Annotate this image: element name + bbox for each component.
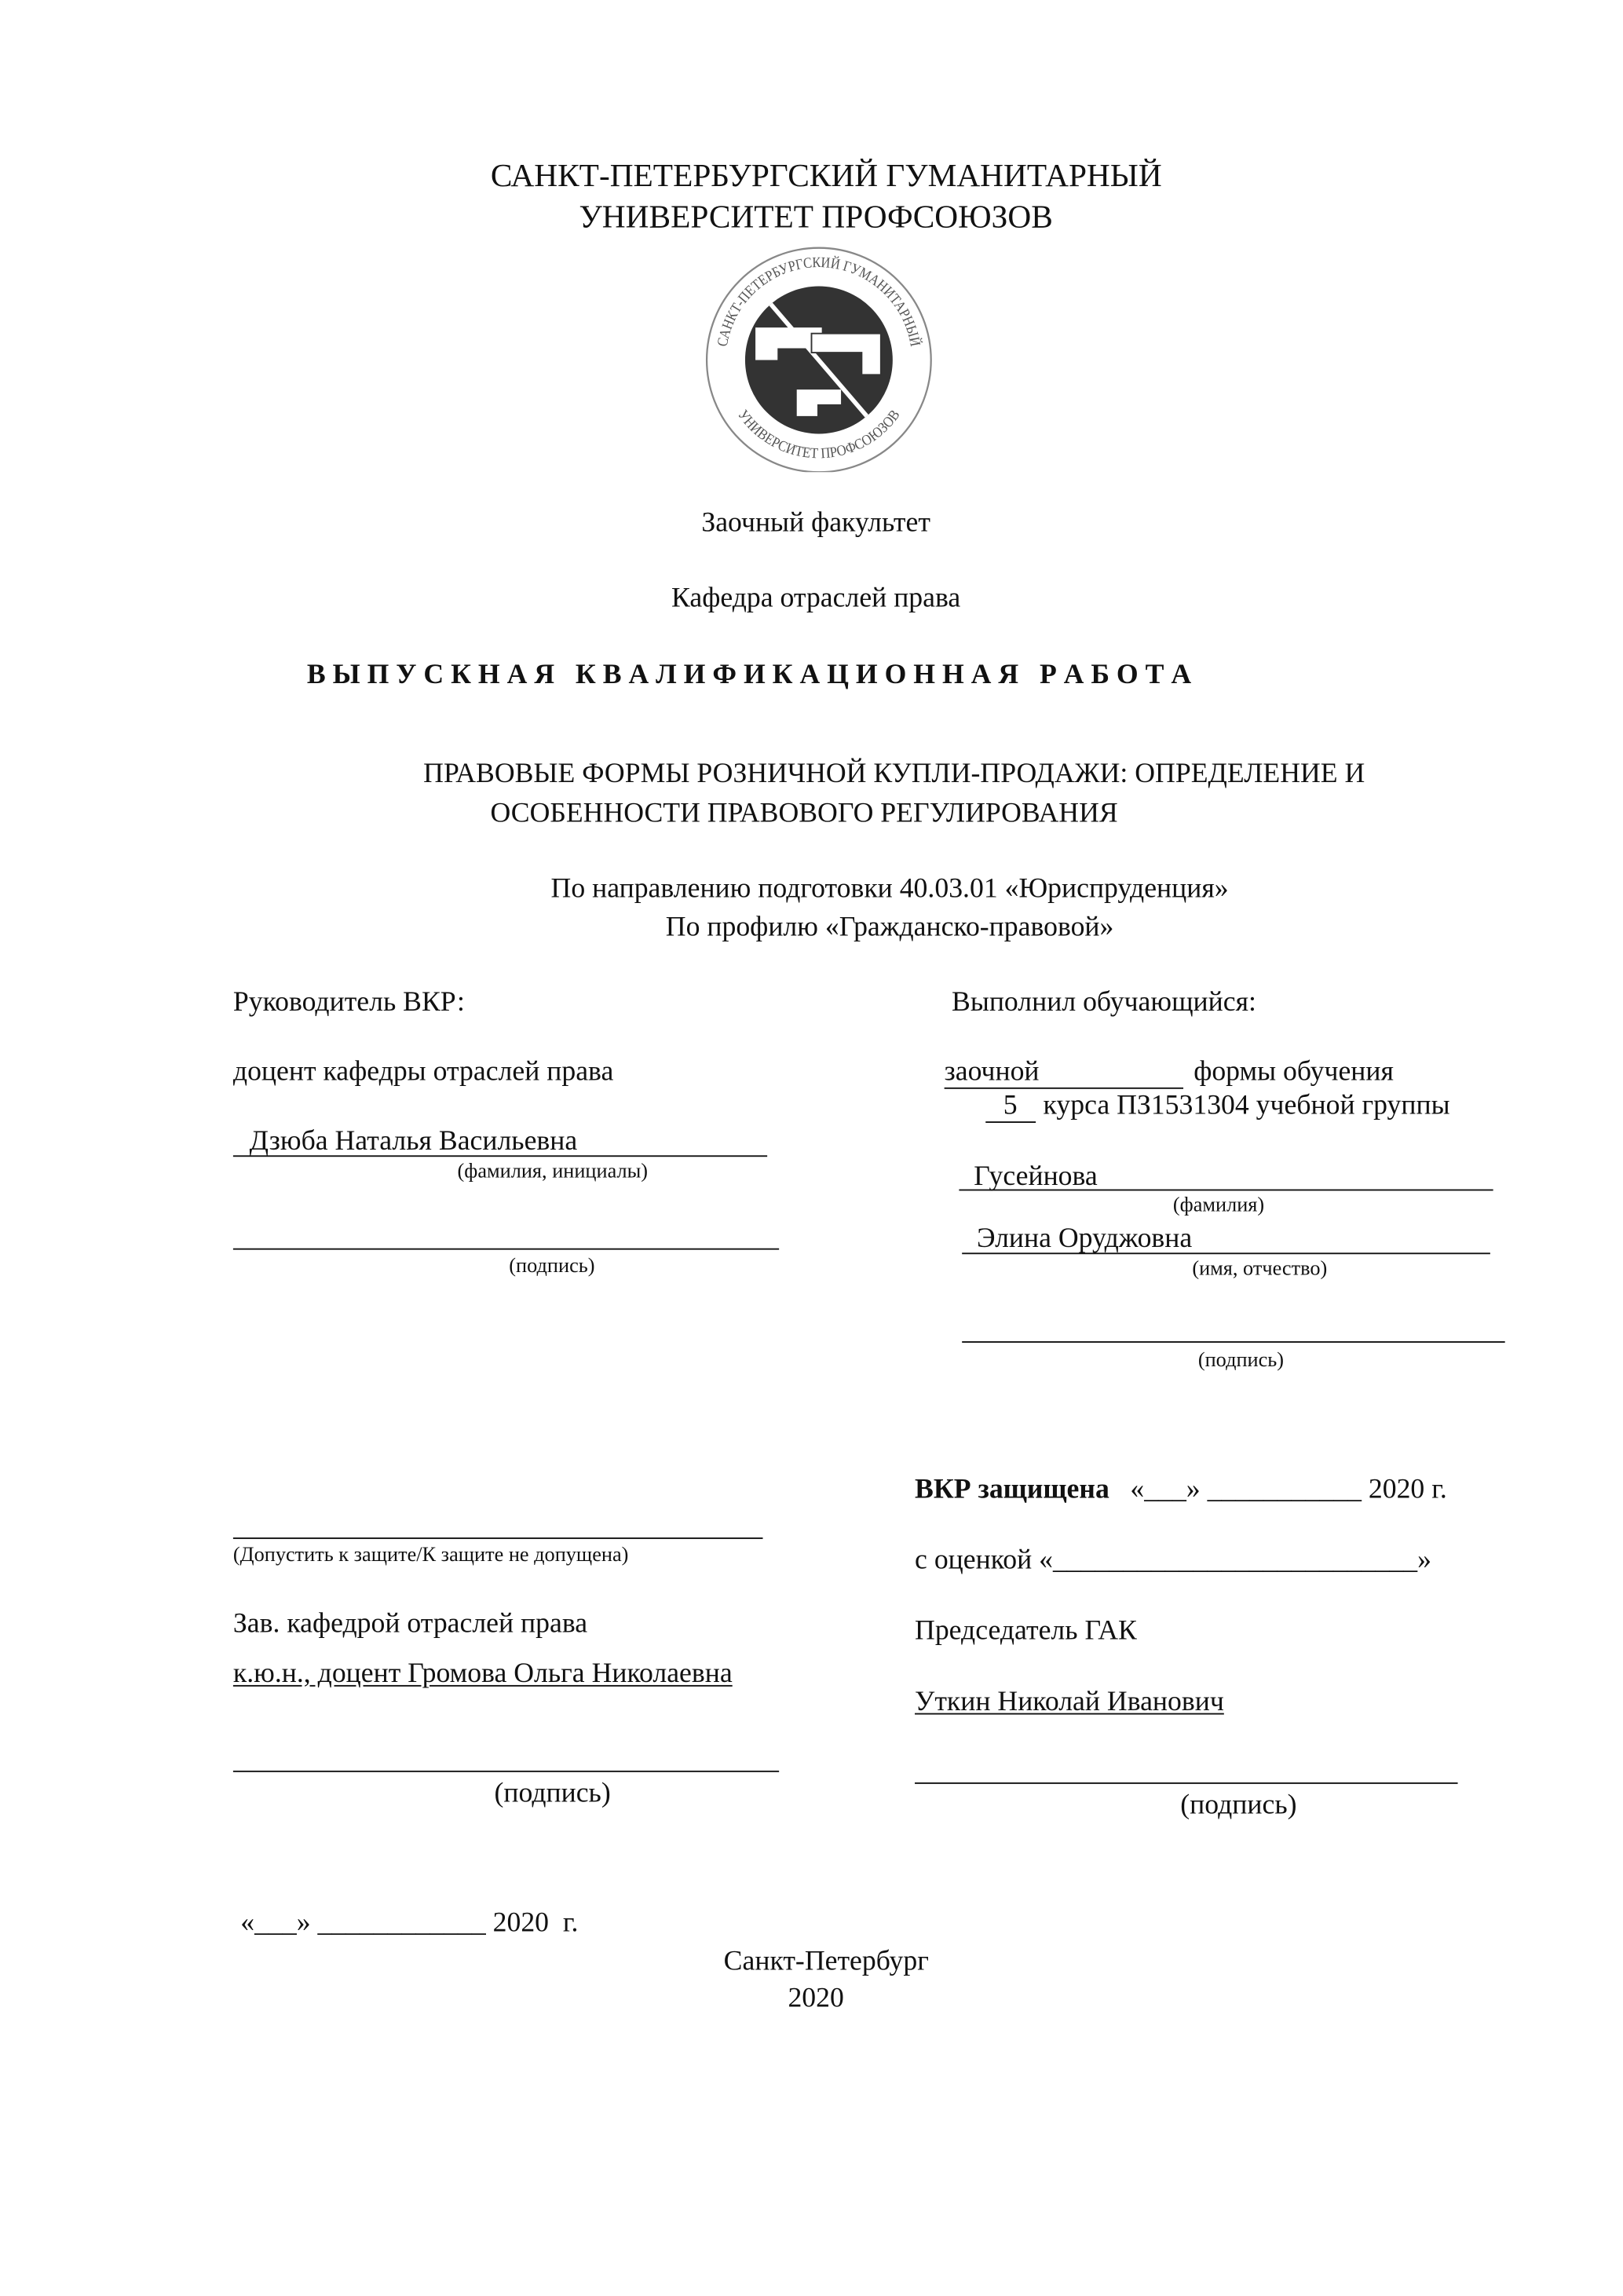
year: 2020 (788, 1983, 844, 2014)
gak-chair-title: Председатель ГАК (915, 1615, 1137, 1647)
faculty: Заочный факультет (701, 507, 930, 539)
study-form: заочной (944, 1056, 1040, 1088)
study-profile: По профилю «Гражданско-правовой» (665, 912, 1114, 943)
topic-line1: ПРАВОВЫЕ ФОРМЫ РОЗНИЧНОЙ КУПЛИ-ПРОДАЖИ: ОПРЕДЕЛЕНИЕ И (423, 758, 1365, 790)
supervisor-position: доцент кафедры отраслей права (232, 1056, 614, 1088)
student-surname: Гусейнова (974, 1161, 1098, 1193)
defense-protected-label: ВКР защищена (915, 1474, 1109, 1505)
university-name-line2: УНИВЕРСИТЕТ ПРОФСОЮЗОВ (579, 197, 1053, 235)
student-heading: Выполнил обучающийся: (952, 987, 1256, 1018)
defense-grade: с оценкой «__________________________» (915, 1545, 1431, 1576)
city: Санкт-Петербург (723, 1946, 929, 1977)
department-head-name: к.ю.н., доцент Громова Ольга Николаевна (232, 1658, 733, 1690)
defense-protected-date: «___» ___________ 2020 г. (1130, 1474, 1447, 1505)
gak-chair-signature-line (915, 1782, 1458, 1784)
student-given-names: Элина Оруджовна (976, 1223, 1193, 1255)
supervisor-name: Дзюба Наталья Васильевна (249, 1125, 578, 1157)
student-signature-caption: (подпись) (1197, 1350, 1285, 1373)
university-logo (696, 242, 941, 472)
course-group: курса ПЗ1531304 учебной группы (1043, 1090, 1450, 1122)
department-head-title: Зав. кафедрой отраслей права (232, 1608, 588, 1640)
supervisor-heading: Руководитель ВКР: (232, 987, 465, 1018)
logo-text-top: САНКТ-ПЕТЕРБУРГСКИЙ ГУМАНИТАРНЫЙ (714, 254, 924, 349)
gak-chair-signature-caption: (подпись) (1180, 1790, 1297, 1821)
supervisor-name-caption: (фамилия, инициалы) (457, 1161, 649, 1184)
admission-caption: (Допустить к защите/К защите не допущена) (232, 1545, 629, 1567)
admission-decision-line (233, 1537, 763, 1539)
work-type-heading: В Ы П У С К Н А Я К В А Л И Ф И К А Ц И О Н Н А Я Р А Б О Т А (306, 659, 1192, 691)
supervisor-signature-line (233, 1249, 779, 1250)
course-number: 5 (1003, 1090, 1018, 1122)
university-name-line1: САНКТ-ПЕТЕРБУРГСКИЙ ГУМАНИТАРНЫЙ (490, 156, 1162, 194)
department-head-signature-line (233, 1771, 779, 1772)
supervisor-signature-caption: (подпись) (509, 1256, 595, 1278)
surname-caption: (фамилия) (1172, 1195, 1265, 1218)
department-head-signature-caption: (подпись) (494, 1778, 611, 1809)
study-direction: По направлению подготовки 40.03.01 «Юриспруденция» (550, 873, 1229, 905)
logo-text-bottom: УНИВЕРСИТЕТ ПРОФСОЮЗОВ (734, 406, 905, 462)
given-names-caption: (имя, отчество) (1192, 1258, 1328, 1281)
department: Кафедра отраслей права (671, 583, 961, 614)
student-signature-line (962, 1341, 1505, 1343)
admission-date: «___» ____________ 2020 г. (240, 1907, 579, 1940)
gak-chair-name: Уткин Николай Иванович (915, 1686, 1224, 1718)
topic-line2: ОСОБЕННОСТИ ПРАВОВОГО РЕГУЛИРОВАНИЯ (490, 798, 1118, 830)
study-form-suffix: формы обучения (1193, 1056, 1394, 1088)
